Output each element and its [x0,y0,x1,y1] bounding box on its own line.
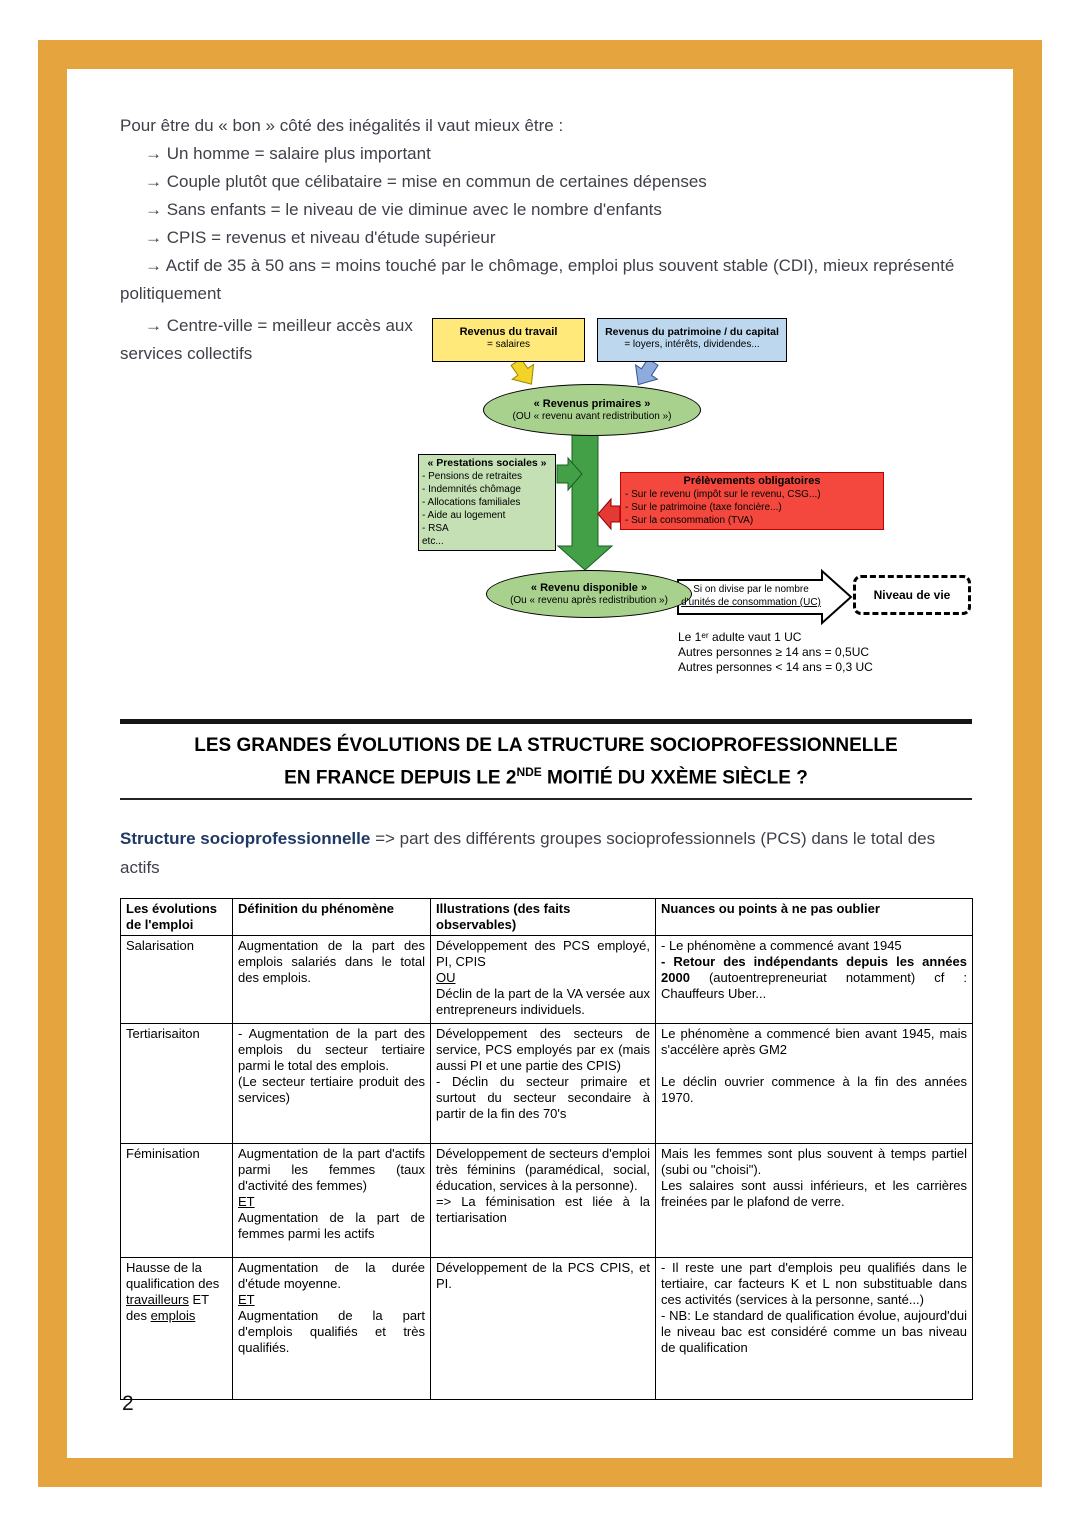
intro-bullet: → CPIS = revenus et niveau d'étude supérieur [145,228,496,247]
uc-division-line2: d'unités de consommation (UC) [681,597,821,608]
income-redistribution-diagram [120,308,972,703]
intro-bullet-centre-ville: → Centre-ville = meilleur accès aux services collectifs [120,316,413,363]
primary-income-subtitle: (OU « revenu avant redistribution ») [512,410,672,422]
uc-notes [678,630,873,675]
work-income-subtitle: = salaires [486,339,531,350]
work-income-box [432,318,585,362]
levies-box [620,472,884,530]
capital-income-subtitle: = loyers, intérêts, dividendes... [624,339,760,350]
table-row [121,1144,973,1258]
table-cell: - Augmentation de la part des emplois du secteur tertiaire parmi le total des emplois. (Le secteur tertiaire produit des services) [233,1024,431,1144]
table-cell: - Le phénomène a commencé avant 1945 - Retour des indépendants depuis les années 2000 (autoentrepreneuriat notamment) cf : Chauffeurs Uber... [656,936,973,1024]
social-benefits-box [418,454,556,551]
social-benefit-item: - Pensions de retraites [422,471,523,482]
social-benefits-list [422,470,552,548]
uc-note-line: Autres personnes ≥ 14 ans = 0,5UC [678,645,870,659]
table-cell: Féminisation [121,1144,233,1258]
intro-bullet: → Un homme = salaire plus important [145,144,431,163]
intro-bullet: → Couple plutôt que célibataire = mise en commun de certaines dépenses [145,172,707,191]
levy-item: - Sur le revenu (impôt sur le revenu, CSG...) [625,489,821,500]
page-content [120,112,972,1400]
table-cell: Développement de la PCS CPIS, et PI. [431,1258,656,1400]
definition-paragraph [120,824,972,882]
table-cell: - Il reste une part d'emplois peu qualifiés dans le tertiaire, car facteurs K et L non substituable dans ces activités (services à la personne, santé...) - NB: Le standard de qualification évolue, aujourd'dui le niveau bac est considéré comme un bas niveau de qualification [656,1258,973,1400]
disposable-income-subtitle: (Ou « revenu après redistribution ») [510,594,668,606]
header-nuances: Nuances ou points à ne pas oublier [656,899,973,936]
table-cell: Développement de secteurs d'emploi très féminins (paramédical, social, éducation, services à la personne). => La féminisation est liée à la tertiarisation [431,1144,656,1258]
uc-division-arrow-label [676,583,826,609]
levy-item: - Sur le patrimoine (taxe foncière...) [625,502,782,513]
header-evolutions: Les évolutions de l'emploi [121,899,233,936]
intro-bullet-list [120,140,972,308]
page-number: 2 [122,1392,134,1415]
primary-income-title: « Revenus primaires » [533,397,651,410]
section-title [120,724,972,800]
table-cell: Mais les femmes sont plus souvent à temps partiel (subi ou "choisi"). Les salaires sont aussi inférieurs, et les carrières freinées par le plafond de verre. [656,1144,973,1258]
work-income-title: Revenus du travail [459,326,558,338]
definition-term: Structure socioprofessionnelle [120,829,371,849]
table-row [121,1258,973,1400]
levy-item: - Sur la consommation (TVA) [625,515,754,526]
uc-note-line: Autres personnes < 14 ans = 0,3 UC [678,660,873,674]
green-main-flow-arrow [558,434,612,570]
table-cell: Hausse de la qualification des travailleurs ET des emplois [121,1258,233,1400]
levies-title: Prélèvements obligatoires [683,475,821,487]
social-benefit-item: - Indemnités chômage [422,484,521,495]
disposable-income-ellipse [486,570,692,618]
intro-bullet: → Sans enfants = le niveau de vie diminue avec le nombre d'enfants [145,200,662,219]
capital-income-box [597,318,787,362]
header-definition: Définition du phénomène [233,899,431,936]
table-cell: Augmentation de la part d'actifs parmi les femmes (taux d'activité des femmes) ET Augmentation de la part de femmes parmi les actifs [233,1144,431,1258]
social-benefits-title: « Prestations sociales » [427,457,547,469]
table-cell: Augmentation de la part des emplois salariés dans le total des emplois. [233,936,431,1024]
social-benefit-item: etc... [422,536,444,547]
table-cell: Tertiarisaiton [121,1024,233,1144]
table-header-row [121,899,973,936]
table-cell: Salarisation [121,936,233,1024]
intro-bullet: → Actif de 35 à 50 ans = moins touché par le chômage, emploi plus souvent stable (CDI), mieux représenté politiquement [120,256,955,303]
social-benefit-item: - Allocations familiales [422,497,521,508]
definition-rest: => part des différents groupes socioprofessionnels (PCS) dans le total des actifs [120,829,936,878]
evolution-table-body [121,936,973,1400]
section-title-line1: LES GRANDES ÉVOLUTIONS DE LA STRUCTURE SOCIOPROFESSIONNELLE [194,735,898,756]
table-cell: Le phénomène a commencé bien avant 1945, mais s'accélère après GM2 Le déclin ouvrier commence à la fin des années 1970. [656,1024,973,1144]
table-cell: Développement des secteurs de service, PCS employés par ex (mais aussi PI et une partie des CPIS) - Déclin du secteur primaire et surtout du secteur secondaire à partir de la fin des 70's [431,1024,656,1144]
superscript-nde: NDE [516,765,542,779]
living-standard-title: Niveau de vie [873,588,951,602]
table-cell: Augmentation de la durée d'étude moyenne. ET Augmentation de la part d'emplois qualifiés et très qualifiés. [233,1258,431,1400]
evolution-table [120,898,973,1400]
header-illustrations: Illustrations (des faits observables) [431,899,656,936]
primary-income-ellipse [483,384,701,436]
social-benefit-item: - Aide au logement [422,510,506,521]
table-cell: Développement des PCS employé, PI, CPIS OU Déclin de la part de la VA versée aux entrepreneurs individuels. [431,936,656,1024]
uc-note-line: Le 1ᵉʳ adulte vaut 1 UC [678,630,802,644]
uc-division-line1: Si on divise par le nombre [693,584,809,595]
disposable-income-title: « Revenu disponible » [530,581,648,594]
social-benefit-item: - RSA [422,523,449,534]
capital-income-title: Revenus du patrimoine / du capital [605,326,779,338]
levies-list [625,488,879,527]
table-row [121,1024,973,1144]
intro-lead: Pour être du « bon » côté des inégalités il vaut mieux être : [120,116,564,135]
section-title-line2: EN FRANCE DEPUIS LE 2NDE MOITIÉ DU XXÈME SIÈCLE ? [284,765,808,789]
table-row [121,936,973,1024]
living-standard-box [853,575,971,615]
levies-arrow [598,499,620,529]
